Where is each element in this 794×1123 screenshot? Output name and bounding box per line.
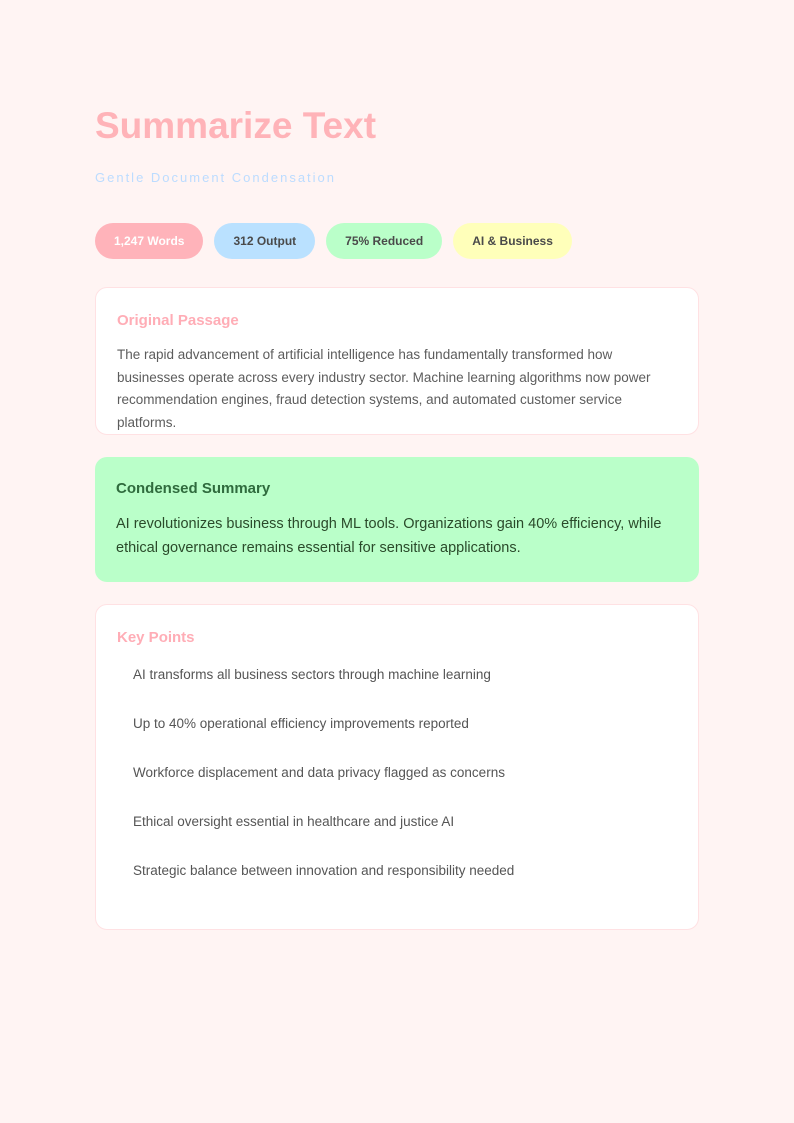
word-count-badge: 1,247 Words: [95, 223, 203, 259]
original-passage-card: [95, 287, 699, 435]
output-count-badge: 312 Output: [214, 223, 315, 259]
reduction-badge: 75% Reduced: [326, 223, 442, 259]
list-item: AI transforms all business sectors through machine learning: [133, 667, 491, 682]
list-item: Workforce displacement and data privacy flagged as concerns: [133, 765, 505, 780]
stats-badges: [95, 223, 699, 259]
key-points-card: [95, 604, 699, 930]
page-subtitle: Gentle Document Condensation: [95, 170, 337, 185]
condensed-summary-card: [95, 457, 699, 582]
original-passage-text: The rapid advancement of artificial intelligence has fundamentally transformed how businesses operate across every industry sector. Machine learning algorithms now power recommendation engines, fraud detection systems, and automated customer service platforms.: [117, 347, 651, 430]
key-points-list: [117, 666, 677, 880]
original-passage-heading: Original Passage: [117, 312, 239, 329]
condensed-summary-text: AI revolutionizes business through ML tools. Organizations gain 40% efficiency, while ethical governance remains essential for sensitive applications.: [116, 516, 662, 556]
condensed-summary-heading: Condensed Summary: [116, 480, 271, 497]
key-points-heading: Key Points: [117, 629, 195, 646]
list-item: Strategic balance between innovation and responsibility needed: [133, 863, 515, 878]
list-item: Ethical oversight essential in healthcare and justice AI: [133, 814, 455, 829]
page-title: Summarize Text: [95, 105, 377, 146]
list-item: Up to 40% operational efficiency improvements reported: [133, 716, 469, 731]
topic-badge: AI & Business: [453, 223, 572, 259]
